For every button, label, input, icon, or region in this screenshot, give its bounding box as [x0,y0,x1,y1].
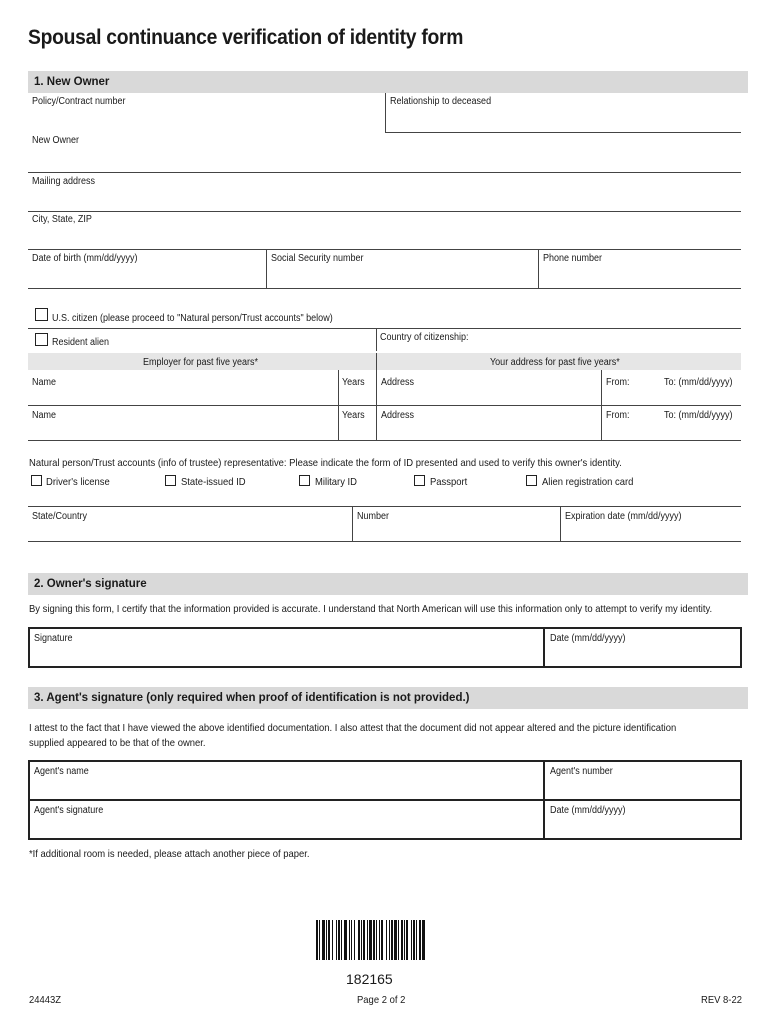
state-country-field[interactable] [30,522,348,539]
employer-name-label: Name [32,377,57,388]
expiration-date-label: Expiration date (mm/dd/yyyy) [565,511,682,522]
natural-person-instructions: Natural person/Trust accounts (info of trustee) representative: Please indicate the form of ID presented and used to verify this owner's identity. [29,457,622,469]
address-label: Address [381,377,415,388]
divider [376,328,377,351]
country-of-citizenship-label: Country of citizenship: [380,332,469,343]
alien-registration-checkbox[interactable] [526,475,537,486]
address-label: Address [381,410,415,421]
section-agent-signature-header: 3. Agent's signature (only required when proof of identification is not provided.) [28,687,748,709]
divider [28,211,741,212]
city-state-zip-field[interactable] [30,225,740,247]
employer-name-label: Name [32,410,57,421]
owner-certification-statement: By signing this form, I certify that the information provided is accurate. I understand that North American will use this information only to attempt to verify my identity. [29,603,713,615]
section-new-owner-header: 1. New Owner [28,71,748,93]
barcode-image [316,920,456,960]
divider [28,249,741,250]
resident-alien-label: Resident alien [52,337,110,348]
agent-signature-date-field[interactable] [548,817,738,837]
new-owner-field[interactable] [30,146,740,170]
page-number: Page 2 of 2 [357,994,406,1006]
divider [266,250,267,288]
years-label: Years [342,377,365,388]
state-id-label: State-issued ID [181,476,246,488]
signature-label: Signature [34,633,73,644]
owner-signature-field[interactable] [32,645,540,665]
agent-signature-date-label: Date (mm/dd/yyyy) [550,805,626,816]
id-number-label: Number [357,511,390,522]
from-date-label: From: [606,377,630,388]
divider [28,541,741,542]
us-citizen-checkbox[interactable] [35,308,48,321]
relationship-label: Relationship to deceased [390,96,492,107]
page-title: Spousal continuance verification of identity form [28,26,464,49]
barcode-number: 182165 [346,971,393,987]
divider [28,440,741,441]
resident-alien-checkbox[interactable] [35,333,48,346]
military-id-checkbox[interactable] [299,475,310,486]
employer-header: Employer for past five years* [143,357,259,368]
employer-name-field[interactable] [30,388,334,404]
state-id-checkbox[interactable] [165,475,176,486]
address-history-header: Your address for past five years* [490,357,620,368]
to-date-label: To: (mm/dd/yyyy) [664,377,733,388]
employer-name-field[interactable] [30,421,334,437]
drivers-license-label: Driver's license [46,476,110,488]
us-citizen-label: U.S. citizen (please proceed to "Natural person/Trust accounts" below) [52,313,333,324]
agent-number-label: Agent's number [550,766,613,777]
expiration-date-field[interactable] [564,522,740,539]
signature-date-label: Date (mm/dd/yyyy) [550,633,626,644]
alien-registration-label: Alien registration card [542,476,634,488]
passport-label: Passport [430,476,468,488]
country-of-citizenship-field[interactable] [482,330,740,349]
divider [352,506,353,541]
dob-label: Date of birth (mm/dd/yyyy) [32,253,138,264]
passport-checkbox[interactable] [414,475,425,486]
mailing-address-field[interactable] [30,187,740,209]
divider [28,405,741,406]
divider [28,172,741,173]
from-date-label: From: [606,410,630,421]
agent-name-label: Agent's name [34,766,89,777]
ssn-label: Social Security number [271,253,364,264]
divider [28,328,741,329]
revision: REV 8-22 [701,994,742,1006]
agent-attestation-line1: I attest to the fact that I have viewed the above identified documentation. I also attest that the document did not appear altered and the picture identification [29,722,677,734]
owner-signature-date-field[interactable] [548,645,738,665]
policy-number-field[interactable] [30,106,382,130]
divider [30,799,740,801]
military-id-label: Military ID [315,476,358,488]
agent-attestation-line2: supplied appeared to be that of the owner. [29,737,206,749]
agent-signature-field[interactable] [32,817,540,837]
state-country-label: State/Country [32,511,88,522]
divider [28,506,741,507]
history-table-header [28,353,741,370]
phone-field[interactable] [542,264,740,286]
divider [543,628,545,667]
id-number-field[interactable] [356,522,556,539]
relationship-field[interactable] [390,106,740,130]
footnote: *If additional room is needed, please attach another piece of paper. [29,848,310,860]
years-label: Years [342,410,365,421]
address-history-field[interactable] [380,421,598,437]
to-date-label: To: (mm/dd/yyyy) [664,410,733,421]
city-state-zip-label: City, State, ZIP [32,214,92,225]
divider [385,93,386,132]
phone-label: Phone number [543,253,603,264]
form-code: 24443Z [29,994,62,1006]
agent-name-field[interactable] [32,778,540,797]
address-history-field[interactable] [380,388,598,404]
divider [543,761,545,839]
policy-number-label: Policy/Contract number [32,96,126,107]
divider [376,353,377,440]
divider [28,288,741,289]
divider [385,132,741,133]
section-owner-signature-header: 2. Owner's signature [28,573,748,595]
ssn-field[interactable] [270,264,534,286]
divider [538,250,539,288]
divider [560,506,561,541]
agent-number-field[interactable] [548,778,738,797]
agent-signature-label: Agent's signature [34,805,104,816]
new-owner-label: New Owner [32,135,80,146]
dob-field[interactable] [30,264,262,286]
mailing-address-label: Mailing address [32,176,96,187]
drivers-license-checkbox[interactable] [31,475,42,486]
